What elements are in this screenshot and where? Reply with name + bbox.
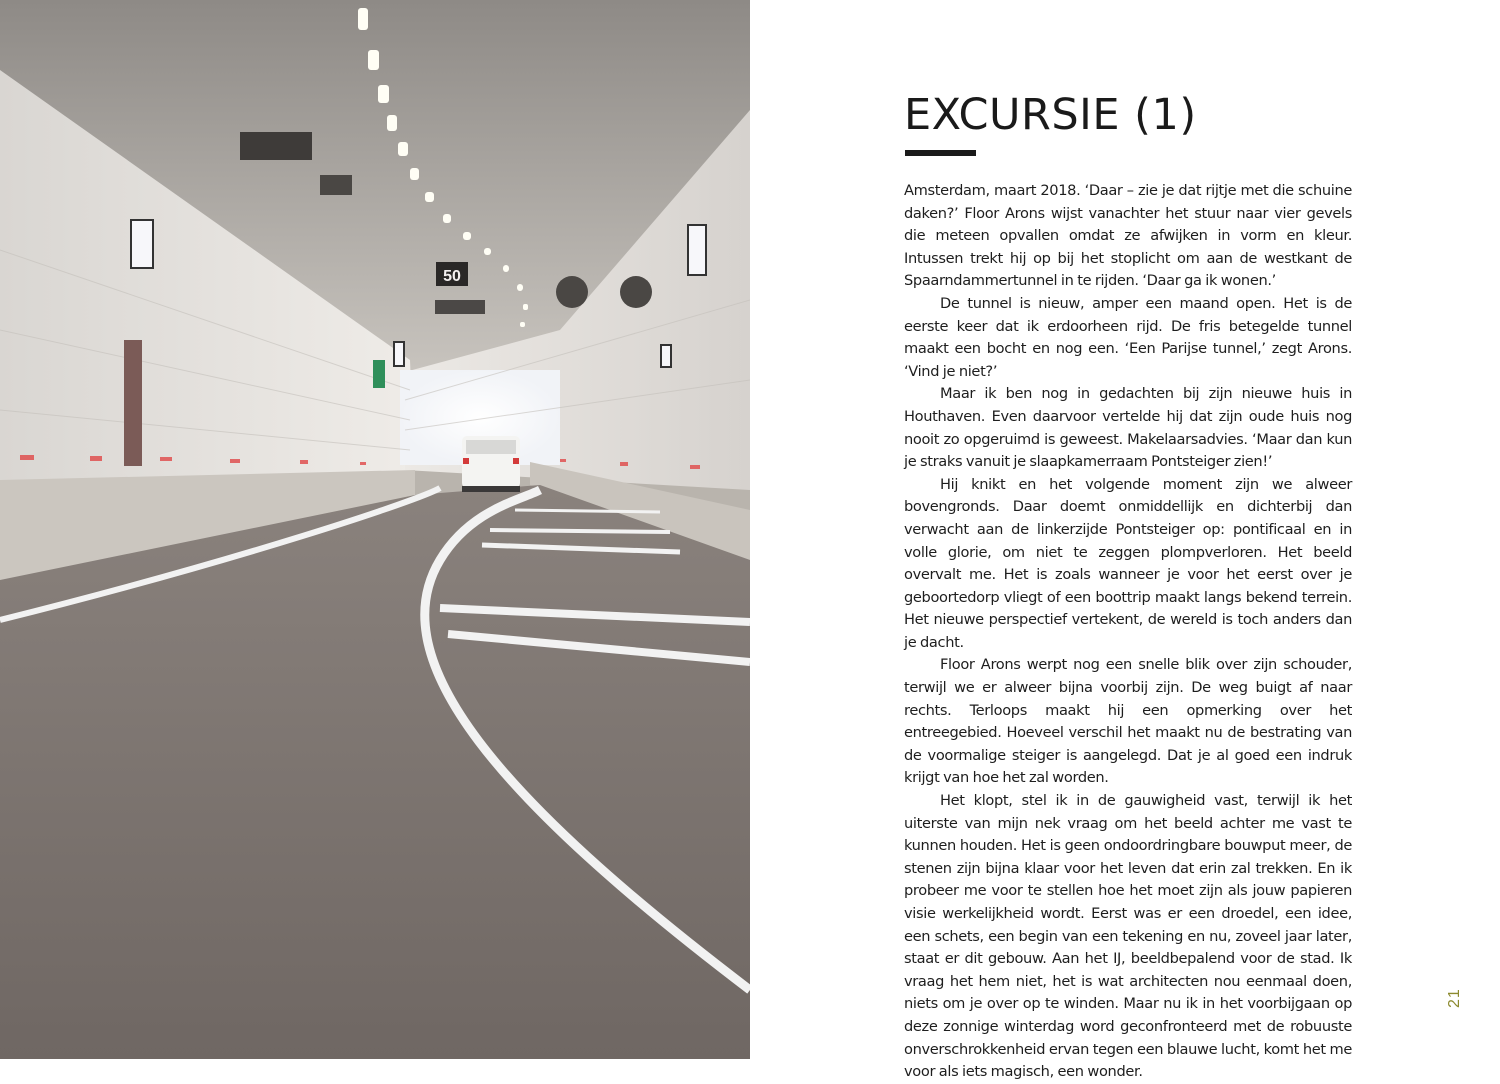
title-underline — [905, 150, 976, 156]
speed-limit-sign — [436, 262, 468, 286]
paragraph: Maar ik ben nog in gedachten bij zijn nieuwe huis in Houthaven. Even daarvoor vertelde hij dat zijn oude huis nog nooit zo opgeruimd is geweest. Makelaarsadvies. ‘Maar dan kun je straks vanuit je slaapkamerraam Pontsteiger zien!’ — [904, 385, 1352, 471]
paragraph: De tunnel is nieuw, amper een maand open. Het is de eerste keer dat ik erdoorheen rijd. De fris betegelde tunnel maakt een bocht en nog een. ‘Een Parijse tunnel,’ zegt Arons. ‘Vind je niet?’ — [904, 294, 1352, 380]
body-text — [904, 180, 1352, 1084]
ceiling-sign-panel-distant — [435, 300, 485, 314]
ceiling-sign-panel — [240, 132, 312, 160]
paragraph: Het klopt, stel ik in de gauwigheid vast, terwijl ik het uiterste van mijn nek vraag om het beeld achter me vast te kunnen houden. Het is geen ondoordringbare bouwput meer, de stenen zijn bijna klaar voor het leven dat erin zal trekken. En ik probeer me voor te stellen hoe het moet zijn als jouw papieren visie werkelijkheid wordt. Eerst was er een droedel, een idee, een schets, een begin van een tekening en nu, zoveel jaar later, staat er dit gebouw. Aan het IJ, beeldbepalend voor de stad. Ik vraag het hem niet, het is wat architecten nou eenmaal doen, niets om je over op te winden. Maar nu ik in het voorbijgaan op deze zonnige winterdag word geconfronteerd met de robuuste onverschrokkenheid ervan tegen een blauwe lucht, komt het me voor als iets magisch, een wonder. — [904, 792, 1352, 1081]
paragraph: Hij knikt en het volgende moment zijn we alweer bovengronds. Daar doemt onmiddellijk en dichterbij dan verwacht aan de linkerzijde Pontsteiger op: pontificaal en in volle glorie, om niet te zeggen plompverloren. Het beeld overvalt me. Het is zoals wanneer je voor het eerst over je geboortedorp vliegt of een boottrip maakt langs bekend terrein. Het nieuwe perspectief vertekent, de wereld is toch anders dan je dacht. — [904, 475, 1352, 651]
paragraph: Amsterdam, maart 2018. ‘Daar – zie je dat rijtje met die schuine daken?’ Floor Arons wijst vanachter het stuur naar vier gevels die meteen opvallen omdat ze afwijken in vorm en kleur. Intussen trekt hij op bij het stoplicht om aan de westkant de Spaarndammertunnel in te rijden. ‘Daar ga ik wonen.’ — [904, 182, 1352, 290]
page-number: 21 — [1446, 988, 1463, 1008]
tunnel-photo — [0, 0, 750, 1059]
road-surface — [0, 485, 750, 1059]
speed-limit-label: 50 — [443, 268, 461, 285]
text-page — [750, 0, 1500, 1081]
ceiling-sign-panel-small — [320, 175, 352, 195]
chapter-title: EXCURSIE (1) — [904, 90, 1197, 140]
paragraph: Floor Arons werpt nog een snelle blik over zijn schouder, terwijl we er alweer bijna voorbij zijn. De weg buigt af naar rechts. Terloops maakt hij een opmerking over het entreegebied. Hoeveel verschil het maakt nu de bestrating van de voormalige steiger is aangelegd. Dat je al goed een indruk krijgt van hoe het zal worden. — [904, 656, 1352, 787]
white-van — [462, 436, 520, 492]
